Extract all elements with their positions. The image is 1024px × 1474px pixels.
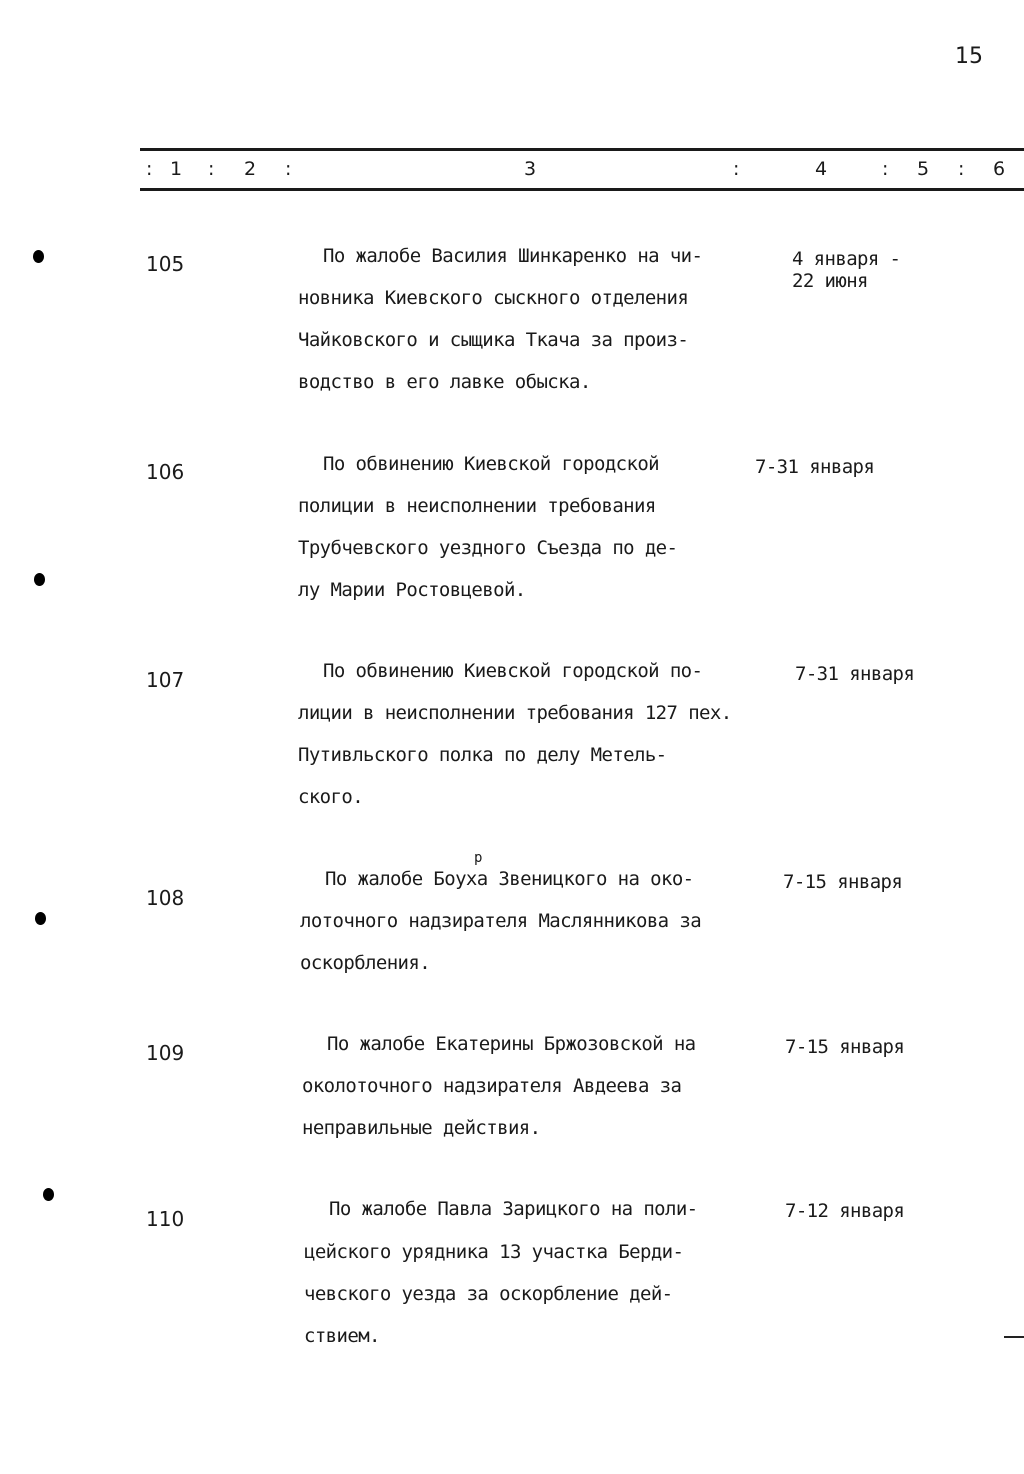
row-description-line: цейского урядника 13 участка Берди- — [304, 1241, 684, 1263]
row-description-line: Путивльского полка по делу Метель- — [298, 744, 667, 766]
row-description-line: ского. — [298, 786, 364, 808]
row-number: 105 — [146, 252, 185, 276]
row-date-line: 7-15 января — [785, 1036, 905, 1058]
row-description-line: ствием. — [304, 1325, 380, 1347]
row-date-line: 7-12 января — [785, 1200, 905, 1222]
punch-hole — [34, 573, 45, 586]
col-header-1: 1 — [170, 158, 183, 180]
margin-mark — [1004, 1336, 1024, 1338]
col-separator: : — [285, 158, 292, 180]
row-description-line: околоточного надзирателя Авдеева за — [302, 1075, 682, 1097]
row-date-line: 4 января - — [792, 248, 901, 270]
row-description-line: чевского уезда за оскорбление дей- — [304, 1283, 673, 1305]
page-number: 15 — [955, 44, 983, 69]
row-description-line: лоточного надзирателя Маслянникова за — [300, 910, 702, 932]
col-separator: : — [882, 158, 889, 180]
punch-hole — [43, 1188, 54, 1201]
row-number: 109 — [146, 1041, 185, 1065]
col-header-3: 3 — [524, 158, 537, 180]
header-rule-top — [140, 148, 1024, 151]
row-description-line: По жалобе Василия Шинкаренко на чи- — [323, 245, 703, 267]
row-date-line: 7-31 января — [795, 663, 915, 685]
row-date-line: 7-15 января — [783, 871, 903, 893]
row-description-line: лиции в неисполнении требования 127 пех. — [298, 702, 732, 724]
header-rule-bottom — [140, 188, 1024, 191]
row-description-line: водство в его лавке обыска. — [298, 371, 591, 393]
punch-hole — [33, 250, 44, 263]
row-description-line: Чайковского и сыщика Ткача за произ- — [298, 329, 689, 351]
col-header-6: 6 — [993, 158, 1006, 180]
row-description-line: По обвинению Киевской городской — [323, 453, 660, 475]
row-description-line: Трубчевского уездного Съезда по де- — [298, 537, 678, 559]
row-number: 107 — [146, 668, 185, 692]
col-header-2: 2 — [244, 158, 257, 180]
row-description-line: полиции в неисполнении требования — [298, 495, 656, 517]
row-description-line: лу Марии Ростовцевой. — [298, 579, 526, 601]
punch-hole — [35, 912, 46, 925]
col-separator: : — [146, 158, 153, 180]
row-description-line: По жалобе Боуха Звеницкого на око- — [325, 868, 694, 890]
row-date-line: 7-31 января — [755, 456, 875, 478]
col-separator: : — [733, 158, 740, 180]
row-number: 110 — [146, 1207, 185, 1231]
col-separator: : — [208, 158, 215, 180]
row-description-line: По обвинению Киевской городской по- — [323, 660, 703, 682]
row-number: 108 — [146, 886, 185, 910]
row-description-line: новника Киевского сыскного отделения — [298, 287, 689, 309]
handwritten-correction: р — [474, 850, 483, 866]
row-description-line: оскорбления. — [300, 952, 431, 974]
row-date-line: 22 июня — [792, 270, 868, 292]
row-number: 106 — [146, 460, 185, 484]
row-description-line: По жалобе Екатерины Бржозовской на — [327, 1033, 696, 1055]
row-description-line: По жалобе Павла Зарицкого на поли- — [329, 1198, 698, 1220]
row-description-line: неправильные действия. — [302, 1117, 541, 1139]
col-header-5: 5 — [917, 158, 930, 180]
col-header-4: 4 — [815, 158, 828, 180]
col-separator: : — [958, 158, 965, 180]
